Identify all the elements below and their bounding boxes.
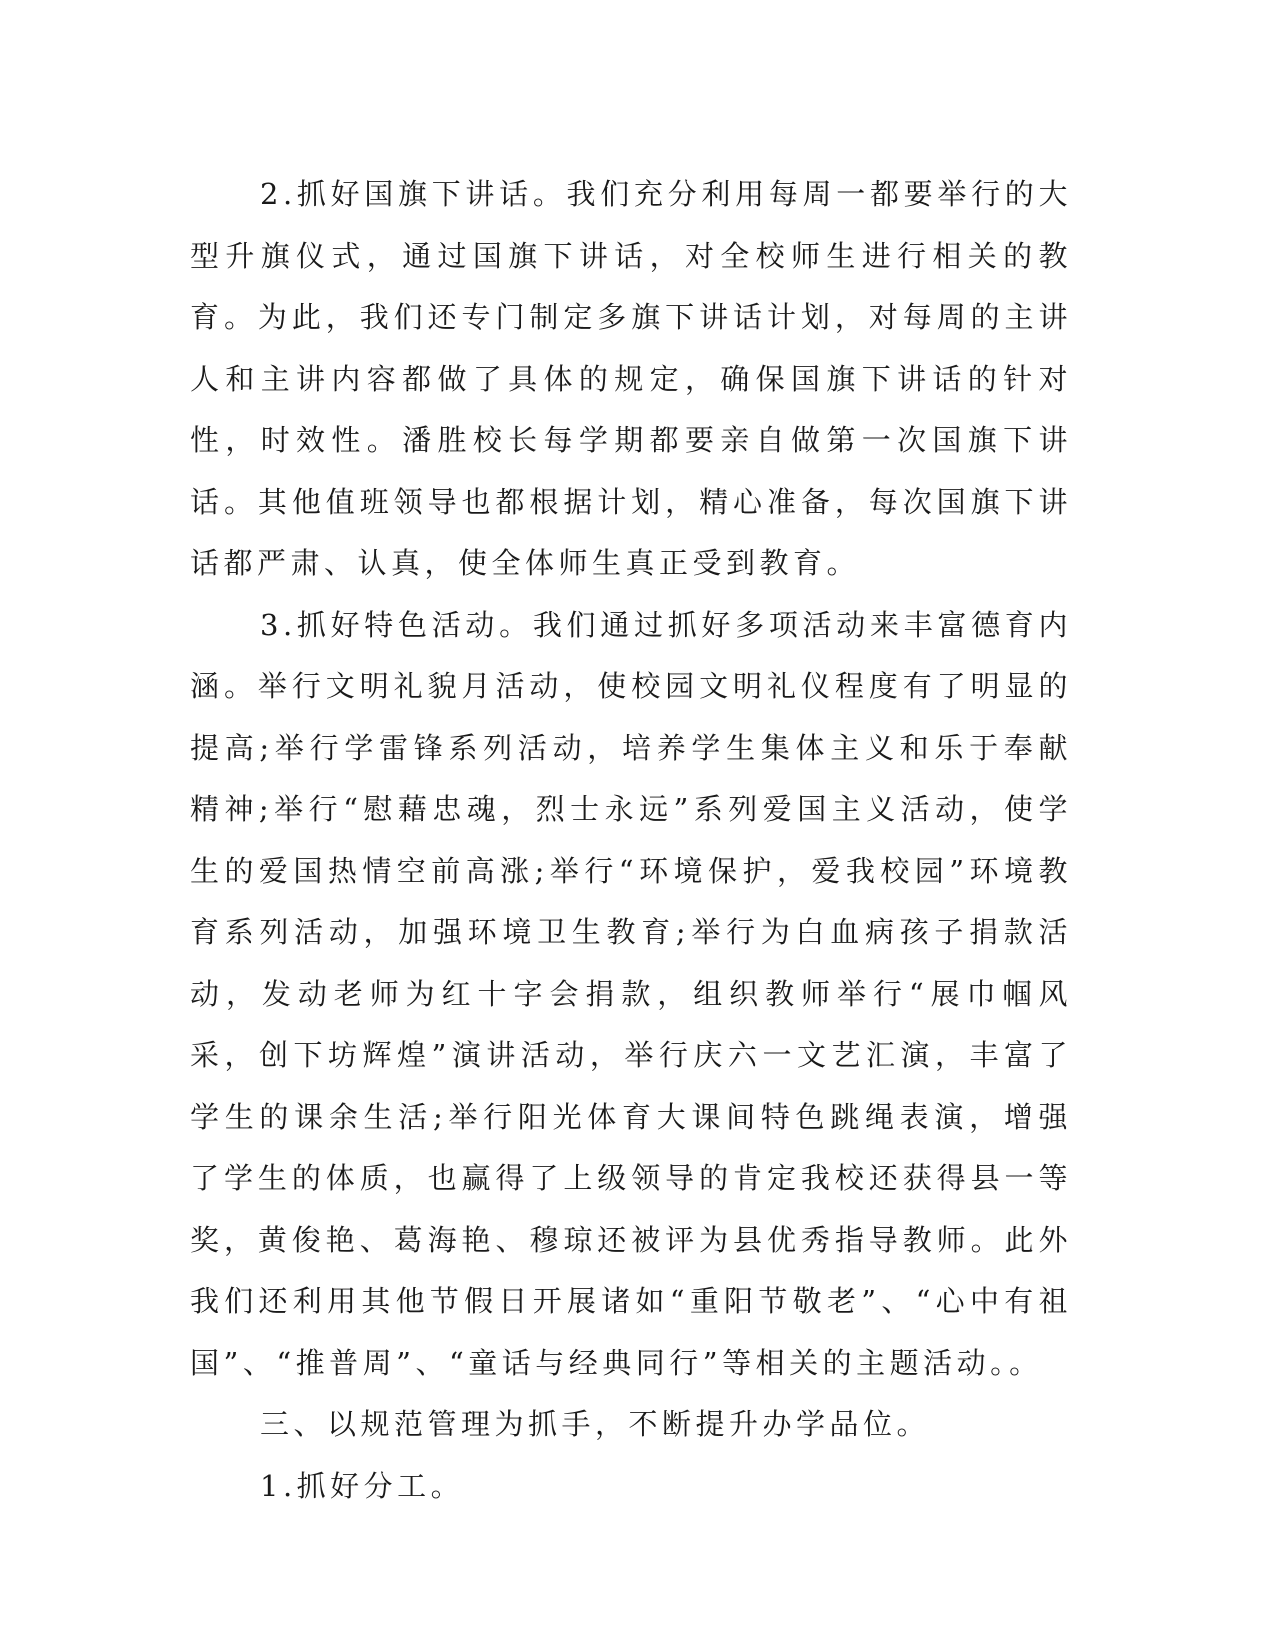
paragraph-special-activities: 3.抓好特色活动。我们通过抓好多项活动来丰富德育内涵。举行文明礼貌月活动，使校园文明礼仪程度有了明显的提高;举行学雷锋系列活动，培养学生集体主义和乐于奉献精神;举行“慰藉忠魂，烈士永远”系列爱国主义活动，使学生的爱国热情空前高涨;举行“环境保护，爱我校园”环境教育系列活动，加强环境卫生教育;举行为白血病孩子捐款活动，发动老师为红十字会捐款，组织教师举行“展巾帼风采，创下坊辉煌”演讲活动，举行庆六一文艺汇演，丰富了学生的课余生活;举行阳光体育大课间特色跳绳表演，增强了学生的体质，也赢得了上级领导的肯定我校还获得县一等奖，黄俊艳、葛海艳、穆琼还被评为县优秀指导教师。此外我们还利用其他节假日开展诸如“重阳节敬老”、“心中有祖国”、“推普周”、“童话与经典同行”等相关的主题活动。。 — [190, 607, 1072, 1380]
paragraph-flag-speech: 2.抓好国旗下讲话。我们充分利用每周一都要举行的大型升旗仪式，通过国旗下讲话，对全校师生进行相关的教育。为此，我们还专门制定多旗下讲话计划，对每周的主讲人和主讲内容都做了具体的规定，确保国旗下讲话的针对性，时效性。潘胜校长每学期都要亲自做第一次国旗下讲话。其他值班领导也都根据计划，精心准备，每次国旗下讲话都严肃、认真，使全体师生真正受到教育。 — [190, 177, 1072, 580]
document-body — [190, 164, 1072, 1517]
paragraph-division-of-labor: 1.抓好分工。 — [260, 1468, 465, 1503]
section-heading-management: 三、以规范管理为抓手，不断提升办学品位。 — [260, 1407, 931, 1441]
